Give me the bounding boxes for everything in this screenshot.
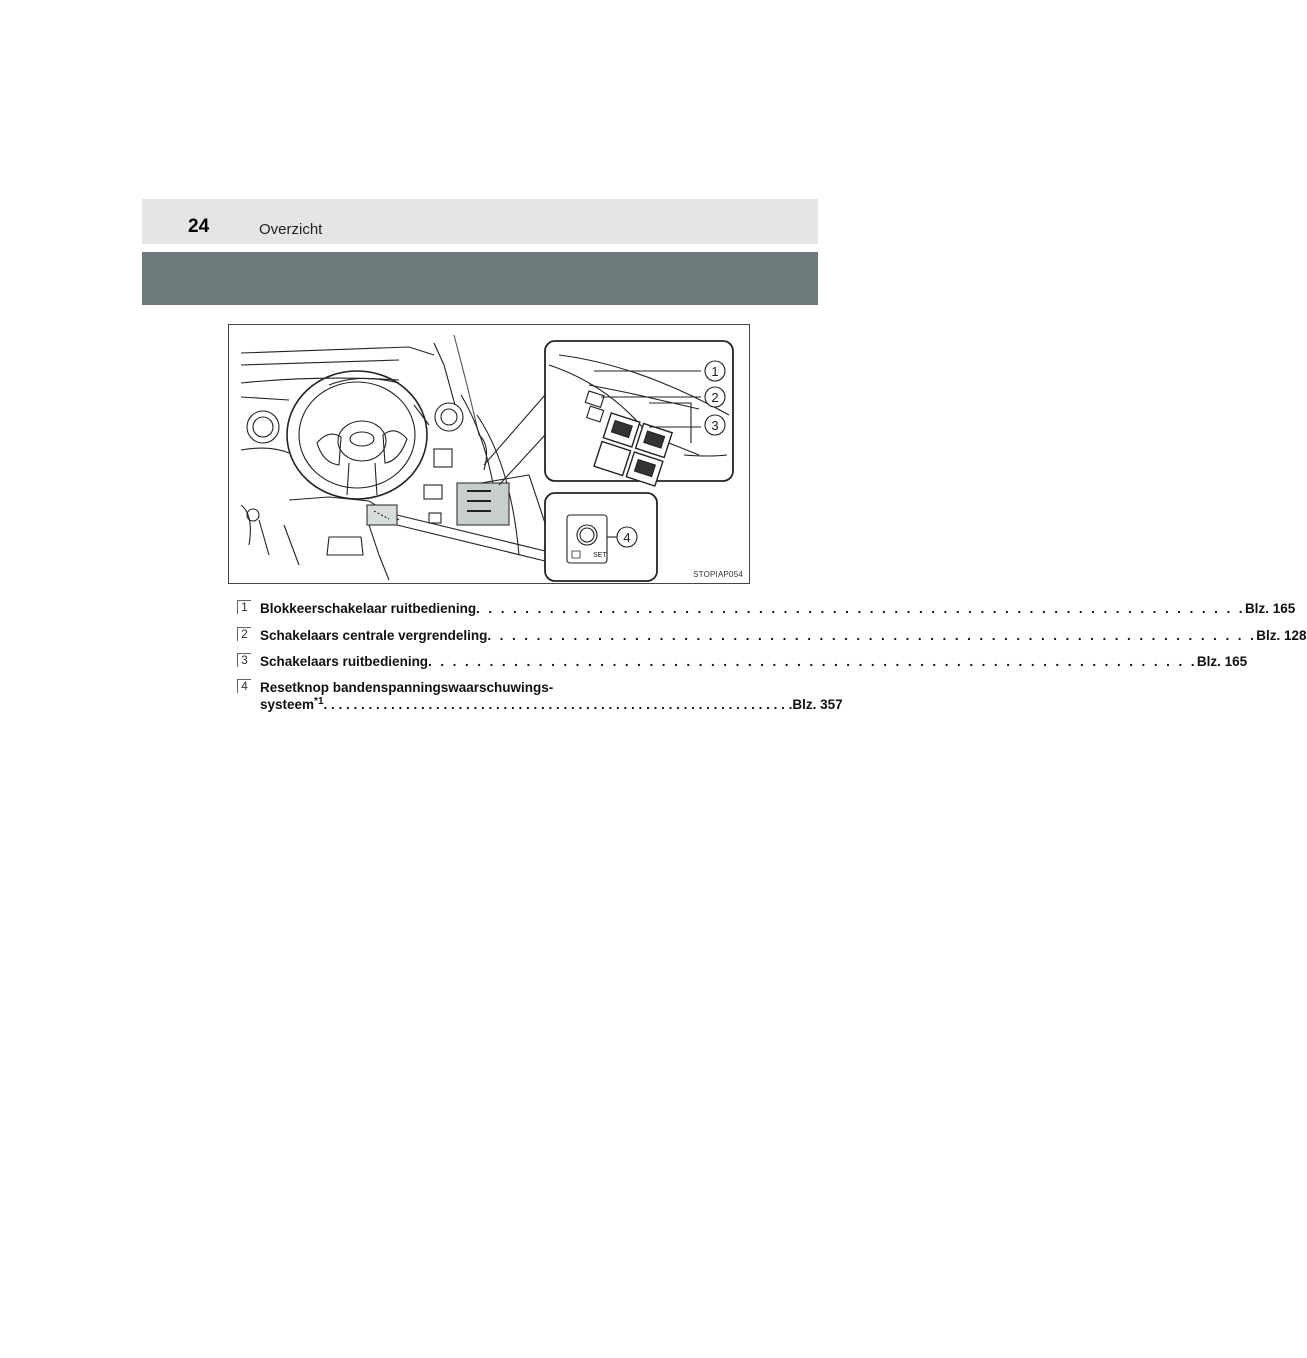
callout-3: 3: [711, 418, 719, 433]
section-title: Overzicht: [259, 221, 323, 238]
header-bar: [142, 199, 818, 244]
leader-dots: . . . . . . . . . . . . . . . . . . . . . . . . . . . . . . . . . . . . . . . . . . . . . . . . . . . . . . . . . . . . . . .: [487, 628, 1257, 643]
legend-label-2: Schakelaars centrale vergrendeling: [260, 628, 488, 643]
legend-label-4-line1: Resetknop bandenspanningswaarschuwings-: [260, 680, 554, 695]
legend-label-1: Blokkeerschakelaar ruitbediening: [260, 601, 477, 616]
legend-item-3: [237, 653, 1248, 673]
callout-2: 2: [711, 390, 719, 405]
legend-ref-2: Blz. 128: [1256, 628, 1307, 643]
legend-item-4: [237, 679, 843, 719]
legend-item-1: [237, 600, 1296, 620]
legend-ref-4: Blz. 357: [792, 697, 843, 712]
legend-label-4-line2: systeem: [260, 697, 315, 712]
page-number: 24: [188, 216, 210, 237]
figure-code: STOPIAP054: [693, 570, 743, 579]
title-band: [142, 252, 818, 305]
legend-item-2: [237, 627, 1307, 647]
legend-ref-3: Blz. 165: [1196, 654, 1248, 669]
dashboard-drawing: [229, 325, 751, 585]
legend-label-3: Schakelaars ruitbediening: [260, 654, 429, 669]
legend-ref-1: Blz. 165: [1244, 601, 1296, 616]
leader-dots: . . . . . . . . . . . . . . . . . . . . . . . . . . . . . . . . . . . . . . . . . . . . . . . . . . . . . . . . . . . . . . .: [323, 697, 793, 712]
legend-number-2: 2: [237, 627, 251, 641]
legend-number-1: 1: [237, 600, 251, 614]
legend-number-3: 3: [237, 653, 251, 667]
callout-4: 4: [623, 530, 631, 545]
footnote-marker: *1: [314, 696, 324, 707]
set-label: SET: [593, 552, 607, 559]
leader-dots: . . . . . . . . . . . . . . . . . . . . . . . . . . . . . . . . . . . . . . . . . . . . . . . . . . . . . . . . . . . . . . .: [428, 654, 1197, 669]
callout-1: 1: [711, 364, 719, 379]
leader-dots: . . . . . . . . . . . . . . . . . . . . . . . . . . . . . . . . . . . . . . . . . . . . . . . . . . . . . . . . . . . . . . .: [476, 601, 1245, 616]
dashboard-illustration: [228, 324, 750, 584]
legend-number-4: 4: [237, 679, 251, 693]
